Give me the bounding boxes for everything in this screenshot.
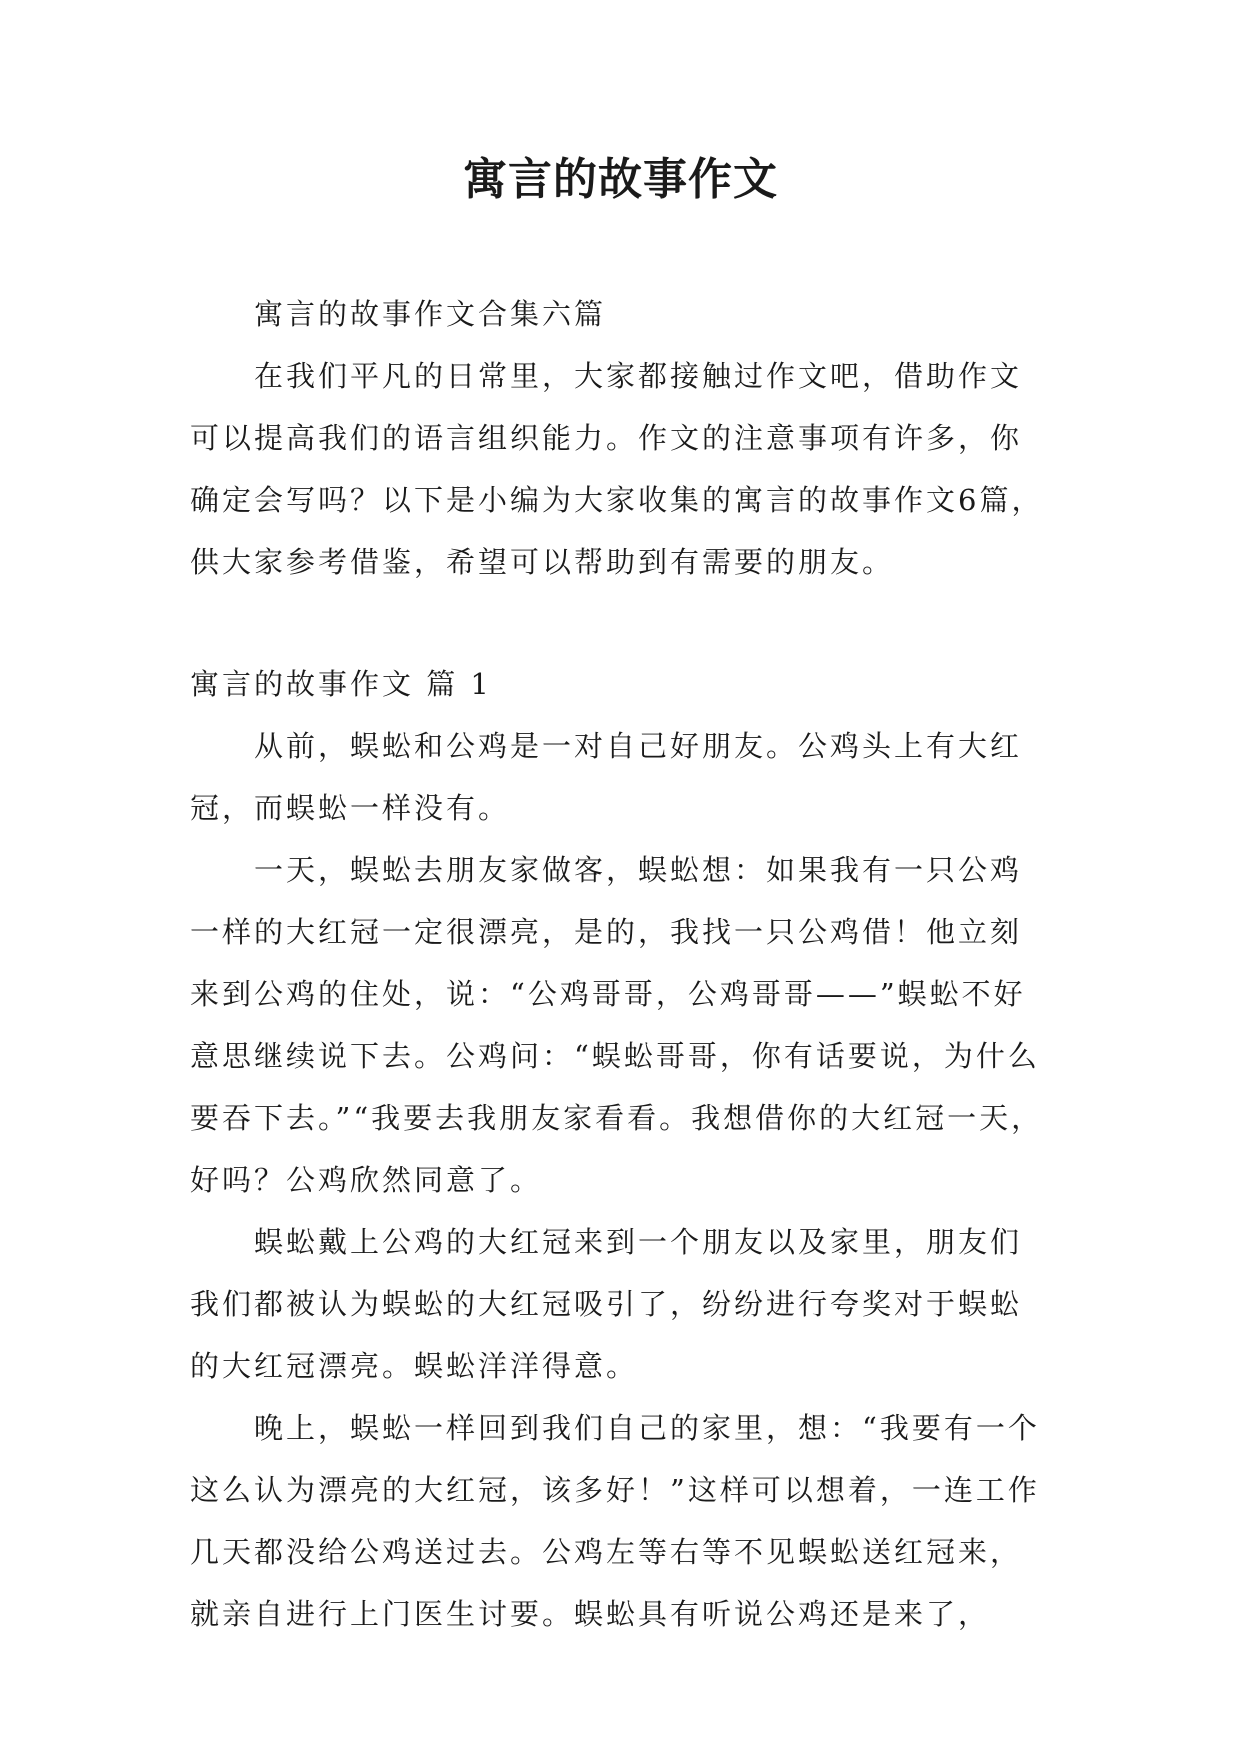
story-paragraph: 蜈蚣戴上公鸡的大红冠来到一个朋友以及家里，朋友们我们都被认为蜈蚣的大红冠吸引了，纷纷进行夸奖对于蜈蚣的大红冠漂亮。蜈蚣洋洋得意。 (190, 1225, 1023, 1383)
document-title: 寓言的故事作文 (463, 154, 778, 205)
document-body (190, 283, 1050, 1645)
story-paragraph: 从前，蜈蚣和公鸡是一对自己好朋友。公鸡头上有大红冠，而蜈蚣一样没有。 (190, 729, 1023, 825)
intro-subtitle: 寓言的故事作文合集六篇 (254, 297, 607, 331)
section-spacer (190, 593, 1050, 653)
story-paragraph: 晚上，蜈蚣一样回到我们自己的家里，想：“我要有一个这么认为漂亮的大红冠，该多好！”这样可以想着，一连工作几天都没给公鸡送过去。公鸡左等右等不见蜈蚣送红冠来，就亲自进行上门医生讨要。蜈蚣具有听说公鸡还是来了， (190, 1411, 1040, 1631)
story-paragraph: 一天，蜈蚣去朋友家做客，蜈蚣想：如果我有一只公鸡一样的大红冠一定很漂亮，是的，我找一只公鸡借！他立刻来到公鸡的住处，说：“公鸡哥哥，公鸡哥哥——”蜈蚣不好意思继续说下去。公鸡问：“蜈蚣哥哥，你有话要说，为什么要吞下去。”“我要去我朋友家看看。我想借你的大红冠一天，好吗？公鸡欣然同意了。 (190, 853, 1044, 1197)
section-heading: 寓言的故事作文 篇 1 (190, 667, 492, 701)
intro-paragraph: 在我们平凡的日常里，大家都接触过作文吧，借助作文可以提高我们的语言组织能力。作文的注意事项有许多，你确定会写吗？以下是小编为大家收集的寓言的故事作文6篇，供大家参考借鉴，希望可以帮助到有需要的朋友。 (190, 359, 1044, 579)
